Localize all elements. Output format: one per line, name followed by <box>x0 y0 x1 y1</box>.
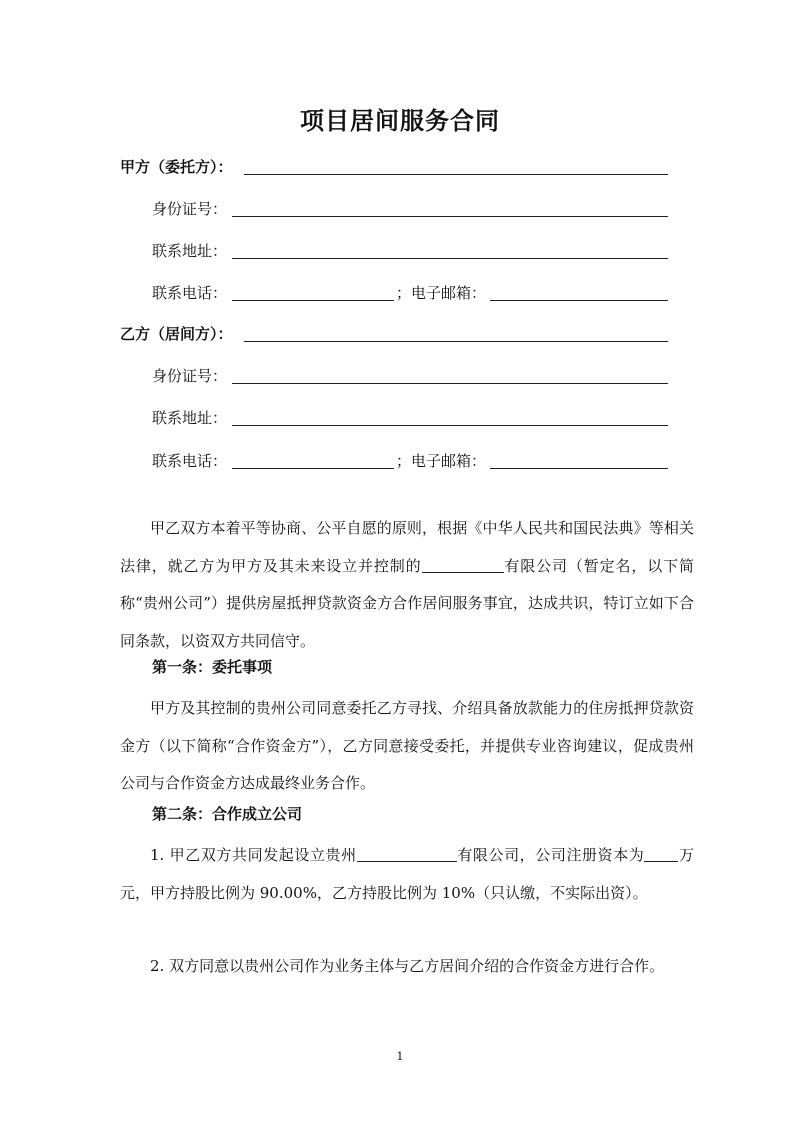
party-a-address-label: 联系地址： <box>152 242 228 260</box>
party-a-id-row <box>152 197 227 221</box>
article2-heading: 第二条：合作成立公司 <box>152 805 303 823</box>
party-b-name-field[interactable] <box>244 341 668 342</box>
guizhou-company-blank[interactable] <box>357 843 457 862</box>
article1-paragraph: 甲方及其控制的贵州公司同意委托乙方寻找、介绍具备放款能力的住房抵押贷款资金方（以下简称“合作资金方”），乙方同意接受委托，并提供专业咨询建议，促成贵州公司与合作资金方达成最终业务合作。 <box>120 699 694 792</box>
party-b-id-label: 身份证号： <box>152 367 228 385</box>
party-b-phone-label: 联系电话： <box>152 452 228 470</box>
party-b-id-field[interactable] <box>232 383 668 384</box>
intro-text-part2: 有限公司（暂定名，以下简称“贵州公司”）提供房屋抵押贷款资金方合作居间服务事宜，达成共识，特订立如下合同条款，以资双方共同信守。 <box>120 556 694 650</box>
party-b-phone-row <box>152 449 227 473</box>
party-a-email-label: 电子邮箱： <box>411 284 487 302</box>
registered-capital-blank[interactable] <box>644 843 678 862</box>
party-a-id-field[interactable] <box>232 216 668 217</box>
party-b-email-field[interactable] <box>490 468 668 469</box>
party-b-row <box>120 322 233 346</box>
party-b-address-row <box>152 406 227 430</box>
party-a-separator: ； <box>396 284 412 302</box>
party-b-label: 乙方（居间方）： <box>120 325 233 343</box>
party-a-name-field[interactable] <box>244 174 668 175</box>
party-a-address-row <box>152 239 227 263</box>
party-b-phone-field[interactable] <box>232 468 394 469</box>
party-b-address-field[interactable] <box>232 425 668 426</box>
party-b-id-row <box>152 364 227 388</box>
article2-item1-part2: 有限公司，公司注册资本为 <box>456 846 645 864</box>
party-a-email-field[interactable] <box>490 300 668 301</box>
party-a-phone-row <box>152 281 227 305</box>
party-b-email-label: 电子邮箱： <box>411 452 487 470</box>
article2-item2: 2. 双方同意以贵州公司作为业务主体与乙方居间介绍的合作资金方进行合作。 <box>150 957 665 975</box>
party-a-address-field[interactable] <box>232 258 668 259</box>
party-a-phone-field[interactable] <box>232 300 394 301</box>
article2-item1-part3: 万元，甲方持股比例为 90.00%，乙方持股比例为 10%（只认缴，不实际出资）。 <box>120 846 694 902</box>
article2-item1 <box>120 837 694 912</box>
party-a-id-label: 身份证号： <box>152 200 228 218</box>
party-a-label: 甲方（委托方）： <box>120 158 233 176</box>
party-b-email-row <box>396 449 486 473</box>
party-a-row <box>120 155 233 179</box>
intro-text-part1: 甲乙双方本着平等协商、公平自愿的原则，根据《中华人民共和国民法典》等相关法律，就乙方为甲方及其未来设立并控制的 <box>120 519 694 575</box>
company-name-blank[interactable] <box>422 554 504 573</box>
article2-item1-part1: 1. 甲乙双方共同发起设立贵州 <box>150 846 357 864</box>
intro-paragraph <box>120 510 694 660</box>
party-a-email-row <box>396 281 486 305</box>
article1-heading: 第一条：委托事项 <box>152 658 273 676</box>
party-b-address-label: 联系地址： <box>152 409 228 427</box>
page-number: 1 <box>396 1050 404 1063</box>
party-b-separator: ； <box>396 452 412 470</box>
party-a-phone-label: 联系电话： <box>152 284 228 302</box>
document-title: 项目居间服务合同 <box>300 107 500 135</box>
